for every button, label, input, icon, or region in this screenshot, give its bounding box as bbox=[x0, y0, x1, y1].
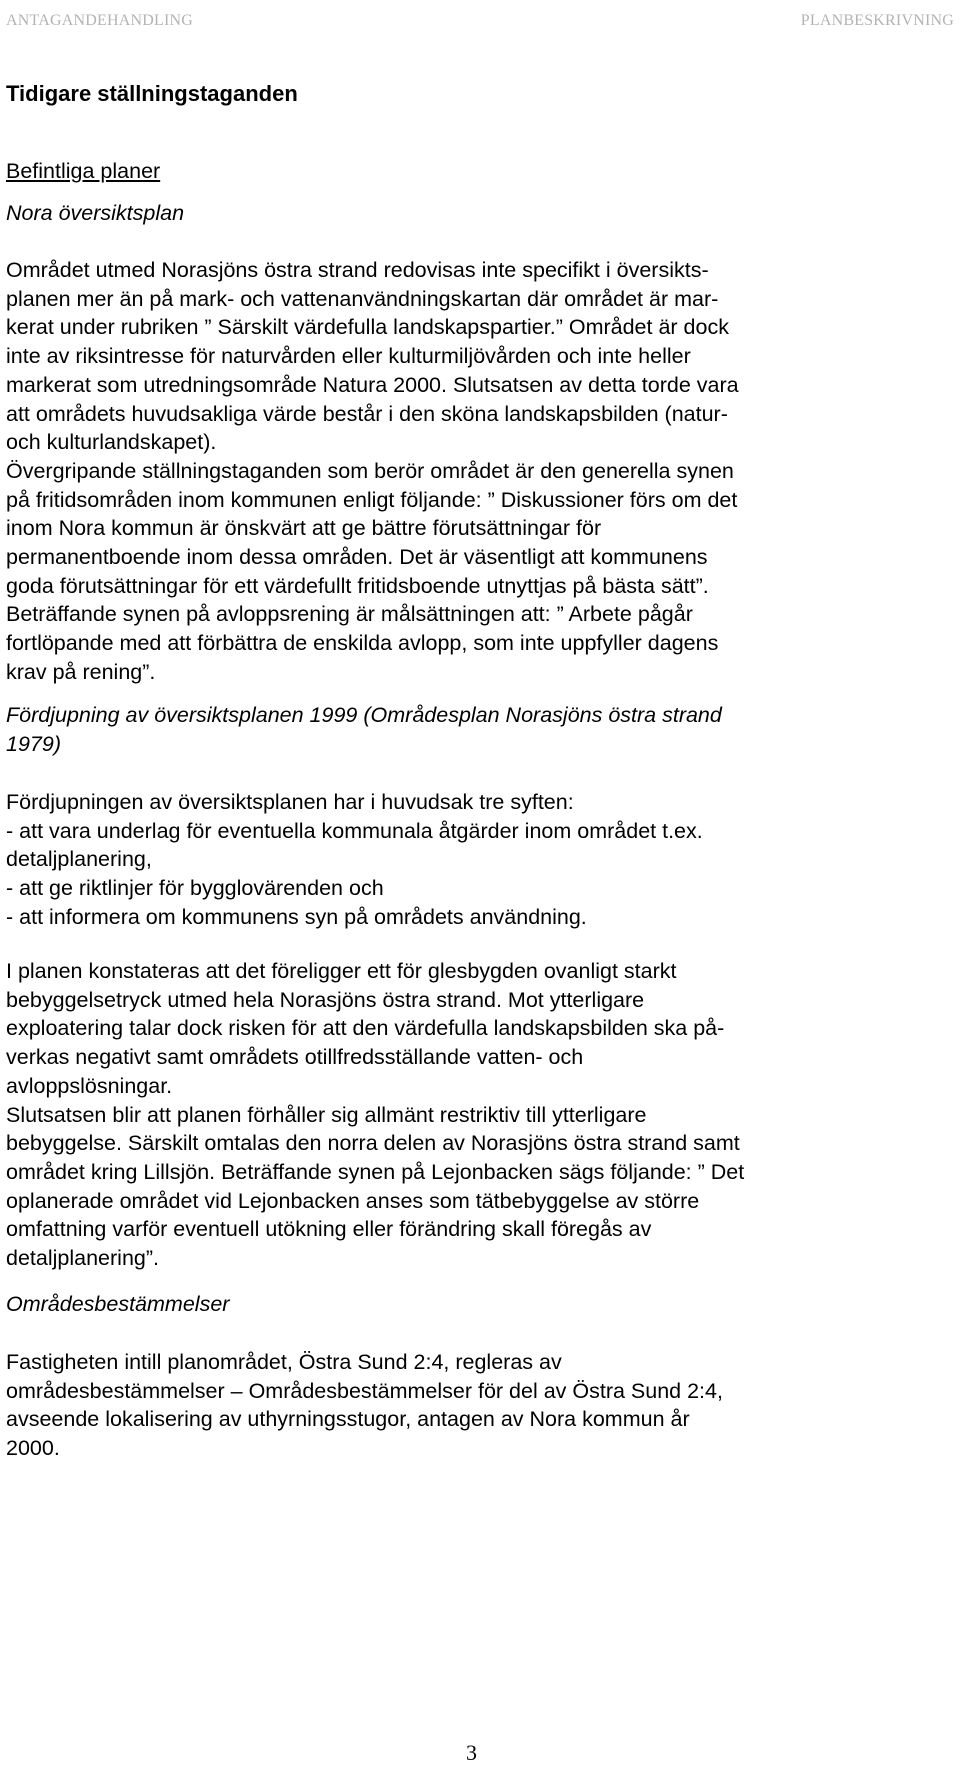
text-line: permanentboende inom dessa områden. Det är väsentligt att kommunens bbox=[6, 545, 708, 570]
text-line: planen mer än på mark- och vattenanvändningskartan där området är mar- bbox=[6, 286, 719, 311]
text-line: - att vara underlag för eventuella kommunala åtgärder inom området t.ex. bbox=[6, 818, 703, 843]
text-line: och kulturlandskapet). bbox=[6, 430, 217, 455]
text-line: kerat under rubriken ” Särskilt värdefulla landskapspartier.” Området är dock bbox=[6, 315, 729, 340]
text-line: exploatering talar dock risken för att den värdefulla landskapsbilden ska på- bbox=[6, 1016, 725, 1041]
text-line: goda förutsättningar för ett värdefullt fritidsboende utnyttjas på bästa sätt”. bbox=[6, 573, 709, 598]
text-line: detaljplanering”. bbox=[6, 1246, 159, 1271]
section1-title: Nora översiktsplan bbox=[6, 201, 185, 225]
section2-paragraph bbox=[6, 957, 954, 1273]
page-number: 3 bbox=[466, 1740, 477, 1765]
text-line: 1979) bbox=[6, 731, 61, 756]
text-line: områdesbestämmelser – Områdesbestämmelser för del av Östra Sund 2:4, bbox=[6, 1378, 723, 1403]
text-line: Övergripande ställningstaganden som berör området är den generella synen bbox=[6, 458, 734, 483]
text-line: Fördjupningen av översiktsplanen har i huvudsak tre syften: bbox=[6, 790, 574, 814]
text-line: markerat som utredningsområde Natura 2000. Slutsatsen av detta torde vara bbox=[6, 372, 739, 397]
text-line: krav på rening”. bbox=[6, 659, 156, 684]
text-line: - att ge riktlinjer för bygglovärenden och bbox=[6, 876, 384, 901]
text-line: oplanerade området vid Lejonbacken anses som tätbebyggelse av större bbox=[6, 1188, 700, 1213]
text-line: Slutsatsen blir att planen förhåller sig allmänt restriktiv till ytterligare bbox=[6, 1102, 647, 1127]
text-line: inte av riksintresse för naturvården eller kulturmiljövården och inte heller bbox=[6, 344, 691, 369]
section2-title bbox=[6, 701, 954, 758]
text-line: verkas negativt samt områdets otillfredsställande vatten- och bbox=[6, 1045, 584, 1070]
text-line: bebyggelse. Särskilt omtalas den norra delen av Norasjöns östra strand samt bbox=[6, 1131, 740, 1156]
text-line: avseende lokalisering av uthyrningsstugor, antagen av Nora kommun år bbox=[6, 1407, 690, 1432]
running-header-right: PLANBESKRIVNING bbox=[800, 12, 954, 29]
section-heading: Tidigare ställningstaganden bbox=[6, 81, 298, 106]
text-line: - att informera om kommunens syn på områdets användning. bbox=[6, 904, 587, 929]
subheading-existing-plans: Befintliga planer bbox=[6, 159, 161, 183]
text-line: I planen konstateras att det föreligger ett för glesbygden ovanligt starkt bbox=[6, 959, 677, 983]
text-line: Beträffande synen på avloppsrening är målsättningen att: ” Arbete pågår bbox=[6, 602, 693, 627]
section1-body bbox=[6, 256, 954, 687]
text-line: på fritidsområden inom kommunen enligt följande: ” Diskussioner förs om det bbox=[6, 487, 738, 512]
text-line: Området utmed Norasjöns östra strand redovisas inte specifikt i översikts- bbox=[6, 258, 709, 282]
text-line: bebyggelsetryck utmed hela Norasjöns östra strand. Mot ytterligare bbox=[6, 987, 645, 1012]
text-line: avloppslösningar. bbox=[6, 1073, 173, 1098]
text-line: Fastigheten intill planområdet, Östra Sund 2:4, regleras av bbox=[6, 1350, 562, 1374]
text-line: området kring Lillsjön. Beträffande synen på Lejonbacken sägs följande: ” Det bbox=[6, 1159, 745, 1184]
text-line: inom Nora kommun är önskvärt att ge bättre förutsättningar för bbox=[6, 516, 602, 541]
section2-list bbox=[6, 788, 954, 932]
text-line: fortlöpande med att förbättra de enskilda avlopp, som inte uppfyller dagens bbox=[6, 631, 719, 656]
text-line: Fördjupning av översiktsplanen 1999 (Områdesplan Norasjöns östra strand bbox=[6, 703, 722, 727]
section3-body bbox=[6, 1348, 954, 1463]
running-header-left: ANTAGANDEHANDLING bbox=[6, 12, 193, 29]
text-line: 2000. bbox=[6, 1436, 60, 1461]
text-line: att områdets huvudsakliga värde består i den sköna landskapsbilden (natur- bbox=[6, 401, 728, 426]
section3-title: Områdesbestämmelser bbox=[6, 1292, 230, 1316]
text-line: detaljplanering, bbox=[6, 847, 152, 872]
text-line: omfattning varför eventuell utökning eller förändring skall föregås av bbox=[6, 1217, 652, 1242]
